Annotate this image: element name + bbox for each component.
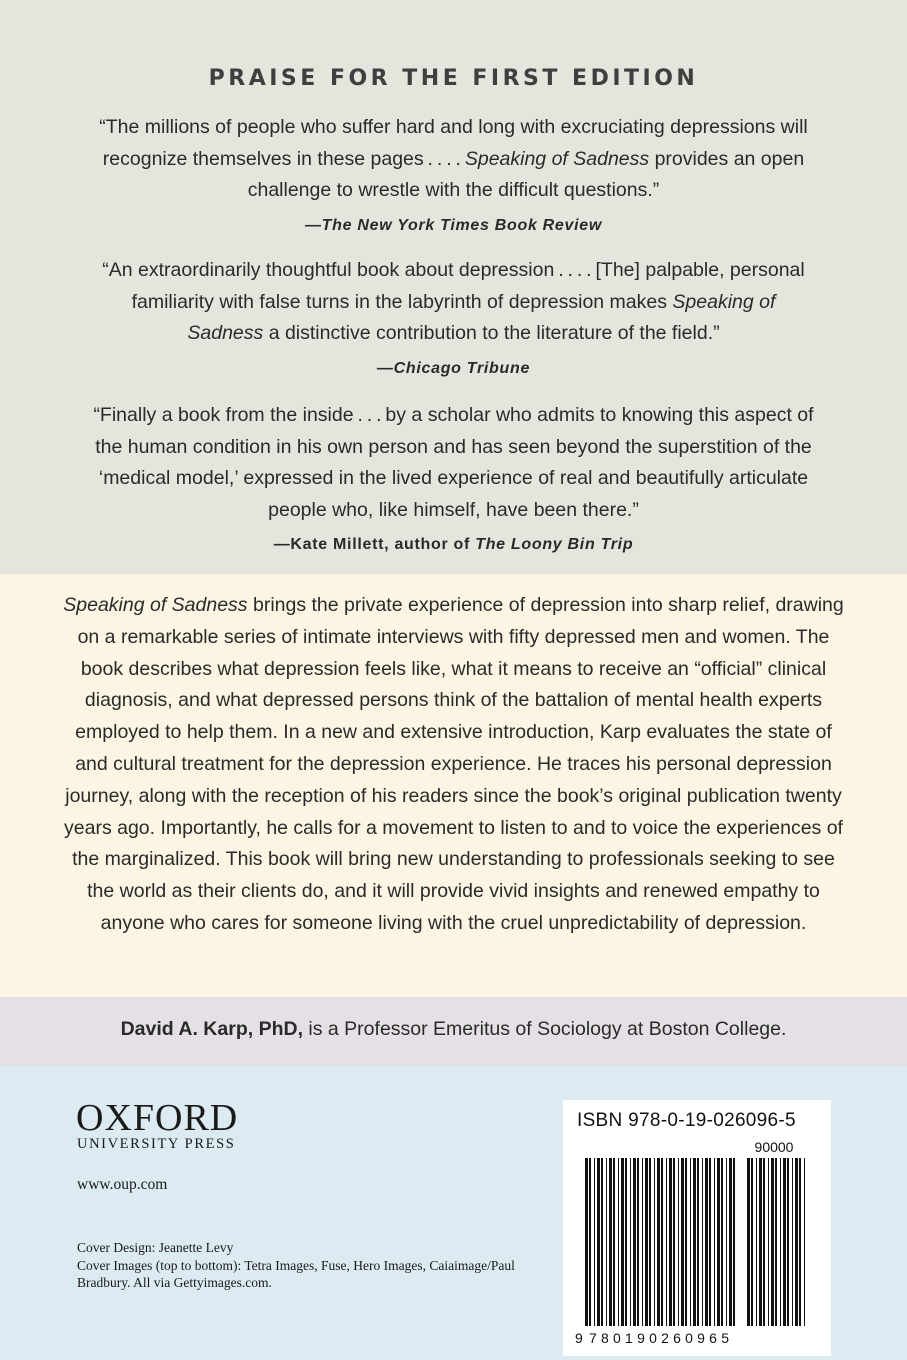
barcode-bar [775,1158,777,1326]
barcode-bar [630,1158,631,1326]
barcode-bar [702,1158,703,1326]
barcode-bar [747,1158,750,1326]
barcode-bar [594,1158,595,1326]
book-title: Sadness [187,322,264,344]
barcode-bar [685,1158,687,1326]
barcode-icon [571,1140,823,1348]
barcode-bar [661,1158,663,1326]
description-section [0,574,907,997]
barcode-bar [609,1158,612,1326]
barcode-bar [792,1158,793,1326]
barcode-bar [721,1158,723,1326]
barcode-bar [756,1158,757,1326]
barcode-bar [705,1158,708,1326]
attribution-author: Kate Millett, author of [290,536,476,553]
cover-design-credit: Cover Design: Jeanette Levy [77,1240,234,1255]
praise-section [0,0,907,574]
barcode-bar [714,1158,715,1326]
quote-nyt [40,112,867,241]
ean-barcode-bars [585,1158,735,1326]
barcode-bar [717,1158,720,1326]
barcode-bar [633,1158,636,1326]
quote-line: recognize themselves in these pages . . . . [102,147,465,170]
oxford-logo-subtitle: UNIVERSITY PRESS [77,1136,236,1152]
barcode-bar [625,1158,627,1326]
quote-tribune [40,255,867,384]
attribution-source: Chicago Tribune [393,359,531,377]
barcode-bar [787,1158,789,1326]
quote-line: familiarity with false turns in the labyrinth of depression makes [131,290,673,313]
author-bio: David A. Karp, PhD, is a Professor Emeritus of Sociology at Boston College. [120,1018,787,1040]
barcode-bar [771,1158,774,1326]
barcode-bar [645,1158,648,1326]
barcode-bar [678,1158,679,1326]
barcode-bar [681,1158,684,1326]
quote-line: ‘medical model,’ expressed in the lived experience of real and beautifully articulate [98,467,809,489]
barcode-bar [799,1158,801,1326]
barcode-bar [654,1158,655,1326]
barcode-bar [697,1158,699,1326]
barcode-bar [780,1158,781,1326]
barcode-bar [606,1158,607,1326]
attribution-source: The New York Times Book Review [321,216,603,234]
description-text: Speaking of Sadness brings the private experience of depression into sharp relief, drawing on a remarkable series of intimate interviews with fifty depressed men and women. The book describes what depression feels like, what it means to receive an “official” clinical diagnosis, and what depressed persons think of the battalion of mental health experts employed to help them. In a new and extensive introduction, Karp evaluates the state of and cultural treatment for the depression experience. He traces his personal depression journey, along with the reception of his readers since the book’s original publication twenty years ago. Importantly, he calls for a movement to listen to and to voice the experiences of the marginalized. This book will bring new understanding to professionals seeking to see the world as their clients do, and it will provide vivid insights and renewed empathy to anyone who cares for someone living with the cruel unpredictability of depression. [63,594,844,934]
barcode-bar [763,1158,765,1326]
book-title: Speaking of Sadness [63,594,248,616]
barcode-bar [759,1158,762,1326]
barcode-bar [783,1158,786,1326]
book-title: Speaking of Sadness [464,147,650,170]
barcode-first-digit: 9 [575,1330,583,1346]
barcode-bar [585,1158,588,1326]
publisher-url: www.oup.com [77,1176,168,1193]
barcode-bar [673,1158,675,1326]
barcode-bar [666,1158,667,1326]
oxford-logo: OXFORD [76,1097,239,1139]
barcode-bar [729,1158,732,1326]
barcode-bar [726,1158,727,1326]
barcode-bar [768,1158,769,1326]
author-section [0,997,907,1066]
author-name: David A. Karp, PhD, [120,1018,303,1040]
barcode-bar [637,1158,639,1326]
quote-line: “Finally a book from the inside . . . by a scholar who admits to knowing this aspect of [93,404,814,426]
attribution-title: The Loony Bin Trip [475,536,634,553]
barcode-bar [613,1158,615,1326]
barcode-bar [601,1158,603,1326]
barcode-bar [657,1158,660,1326]
price-code: 90000 [754,1140,794,1155]
quote-attribution: —Chicago Tribune [376,359,531,377]
quote-attribution: —The New York Times Book Review [304,216,603,234]
barcode-bar [618,1158,619,1326]
quote-line: the human condition in his own person and has seen beyond the superstition of the [95,435,812,458]
praise-heading: PRAISE FOR THE FIRST EDITION [208,66,699,91]
barcode-bar [804,1158,805,1326]
quote-line: provides an open [649,147,805,170]
barcode-bar [693,1158,696,1326]
book-title: Speaking of [672,290,776,313]
barcode-bar [709,1158,711,1326]
quote-line: a distinctive contribution to the literature of the field.” [263,322,720,344]
quote-line: “An extraordinarily thoughtful book about depression . . . . [The] palpable, personal [102,259,805,281]
barcode-bar [690,1158,691,1326]
publisher-footer [0,1066,907,1360]
isbn-barcode-box [563,1100,831,1356]
cover-images-credit: Cover Images (top to bottom): Tetra Images, Fuse, Hero Images, Caiaimage/Paul Bradbury. All via Gettyimages.com. [77,1257,515,1290]
barcode-bar [642,1158,643,1326]
barcode-bar [597,1158,600,1326]
barcode-bar [589,1158,591,1326]
addon-barcode-bars [747,1158,805,1326]
barcode-bar [649,1158,651,1326]
barcode-bar [621,1158,624,1326]
quote-line: people who, like himself, have been there.” [268,498,639,521]
quote-millett [40,400,867,561]
quote-attribution: —Kate Millett, author of The Loony Bin Trip [273,536,634,553]
barcode-bar [669,1158,672,1326]
quote-line: challenge to wrestle with the difficult questions.” [247,179,660,201]
barcode-bar [733,1158,735,1326]
cover-credits [77,1239,517,1292]
barcode-bar [795,1158,798,1326]
quote-line: “The millions of people who suffer hard and long with excruciating depressions will [99,116,808,138]
barcode-digits: 780190260965 [589,1330,729,1346]
isbn-label: ISBN 978-0-19-026096-5 [577,1110,796,1131]
barcode-bar [751,1158,753,1326]
